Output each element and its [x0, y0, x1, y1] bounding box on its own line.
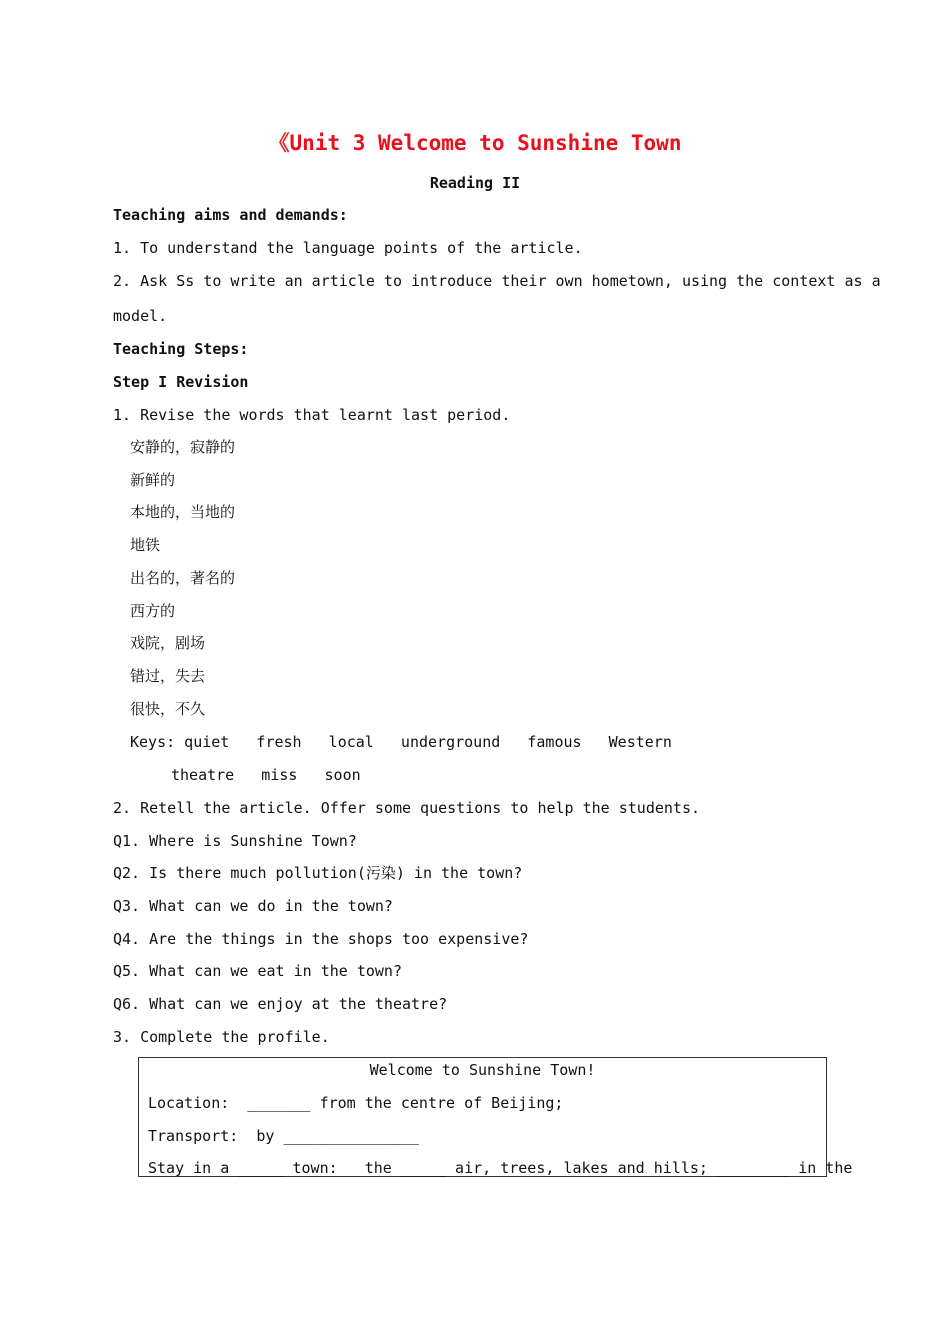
steps-heading: Teaching Steps: [113, 340, 249, 358]
question-item: Q3. What can we do in the town? [113, 897, 393, 915]
aim-item: 2. Ask Ss to write an article to introduce their own hometown, using the context as a [113, 272, 881, 290]
word-cn: 本地的，当地的 [130, 503, 236, 521]
step1-heading: Step I Revision [113, 373, 249, 391]
keys-line: Keys: quiet fresh local underground famous Western [130, 733, 672, 751]
aims-heading: Teaching aims and demands: [113, 206, 348, 224]
aim-item: 1. To understand the language points of the article. [113, 239, 583, 257]
question-item: Q5. What can we eat in the town? [113, 962, 402, 980]
step1-item: 2. Retell the article. Offer some questions to help the students. [113, 799, 700, 817]
word-cn: 戏院，剧场 [130, 634, 206, 652]
profile-title: Welcome to Sunshine Town! [369, 1061, 596, 1079]
question-item: Q1. Where is Sunshine Town? [113, 832, 357, 850]
question-item: Q2. Is there much pollution(污染) in the town? [113, 864, 523, 882]
document-subtitle: Reading II [429, 174, 521, 192]
word-cn: 西方的 [130, 602, 176, 620]
question-item: Q6. What can we enjoy at the theatre? [113, 995, 448, 1013]
word-cn: 很快，不久 [130, 700, 206, 718]
word-cn: 新鲜的 [130, 471, 176, 489]
profile-transport: Transport: by _______________ [148, 1127, 419, 1145]
keys-line: theatre miss soon [171, 766, 361, 784]
step1-item: 1. Revise the words that learnt last period. [113, 406, 511, 424]
word-cn: 安静的，寂静的 [130, 438, 236, 456]
aim-item-continued: model. [113, 307, 168, 325]
word-cn: 错过，失去 [130, 667, 206, 685]
question-item: Q4. Are the things in the shops too expensive? [113, 930, 529, 948]
document-title: 《Unit 3 Welcome to Sunshine Town [268, 131, 682, 155]
profile-box [138, 1057, 853, 1177]
step1-item: 3. Complete the profile. [113, 1028, 330, 1046]
profile-location: Location: _______ from the centre of Beijing; [148, 1094, 564, 1112]
word-cn: 地铁 [130, 536, 161, 554]
word-cn: 出名的，著名的 [130, 569, 236, 587]
profile-stay: Stay in a _____ town: the _____ air, trees, lakes and hills; ________ in the [148, 1159, 853, 1177]
